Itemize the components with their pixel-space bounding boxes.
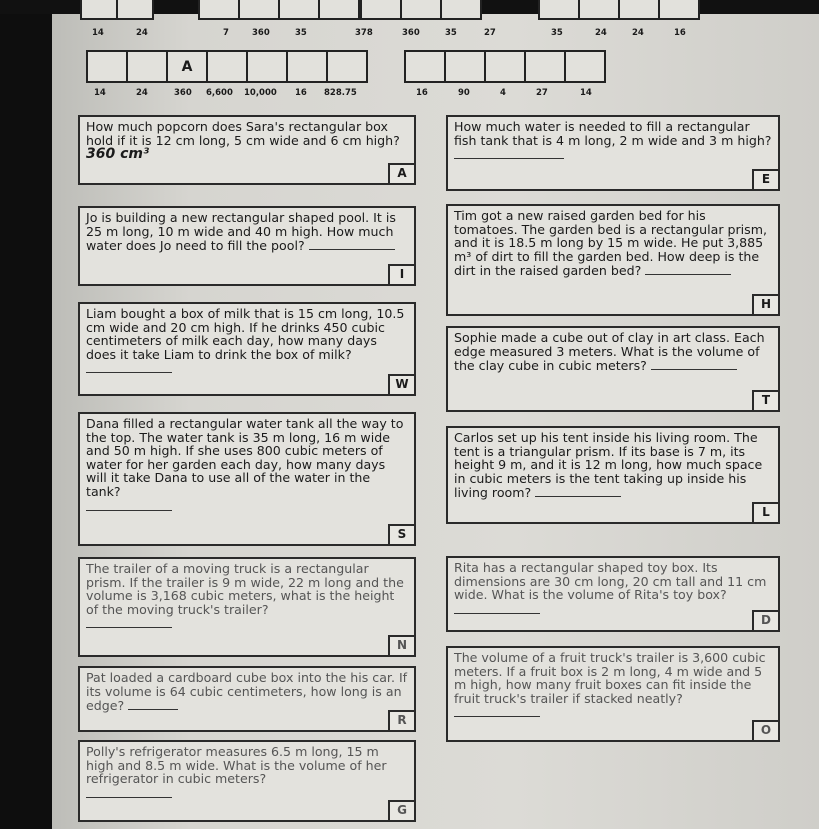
top-strip-right (360, 0, 480, 20)
answer-cell (484, 50, 526, 83)
answer-cell (246, 50, 288, 83)
answer-cell (206, 50, 248, 83)
answer-blank[interactable] (86, 499, 172, 511)
answer-cell (444, 50, 486, 83)
answer-cell (286, 50, 328, 83)
question-box: Sophie made a cube out of clay in art class. Each edge measured 3 meters. What is the volume of the clay cube in cubic meters? T (446, 326, 780, 412)
answer-blank[interactable] (645, 263, 731, 275)
answer-blank[interactable] (86, 786, 172, 798)
question-box: Tim got a new raised garden bed for his tomatoes. The garden bed is a rectangular prism, and it is 18.5 m long by 15 m wide. He put 3,885 m³ of dirt to fill the garden bed. How deep is the dirt in the raised garden bed? H (446, 204, 780, 316)
top-strip-left (80, 0, 152, 20)
answer-letter: D (752, 610, 780, 632)
answer-letter: S (388, 524, 416, 546)
answer-cell (126, 50, 168, 83)
answer-letter: A (388, 163, 416, 185)
answer-cell (86, 50, 128, 83)
answer-strip-left (86, 50, 366, 83)
question-box: Pat loaded a cardboard cube box into the his car. If its volume is 64 cubic centimeters, how long is an edge? R (78, 666, 416, 732)
question-box: Liam bought a box of milk that is 15 cm long, 10.5 cm wide and 20 cm high. If he drinks 450 cubic centimeters of milk each day, how many days does it take Liam to drink the box of milk? W (78, 302, 416, 396)
answer-letter: O (752, 720, 780, 742)
top-strip-far-right (538, 0, 698, 20)
question-box: Carlos set up his tent inside his living room. The tent is a triangular prism. If its base is 7 m, its height 9 m, and it is 12 m long, how much space in cubic meters is the tent taking up inside his living room? L (446, 426, 780, 524)
question-box: Dana filled a rectangular water tank all the way to the top. The water tank is 35 m long, 16 m wide and 50 m high. If she uses 800 cubic meters of water for her garden each day, how many days will it take Dana to use all of the water in the tank? S (78, 412, 416, 546)
answer-cell: A (166, 50, 208, 83)
answer-letter: I (388, 264, 416, 286)
answer-blank[interactable] (651, 358, 737, 370)
answer-blank[interactable] (535, 485, 621, 497)
answer-cell (404, 50, 446, 83)
answer-letter: N (388, 635, 416, 657)
answer-cell (524, 50, 566, 83)
answer-strip-right (404, 50, 604, 83)
answer-blank[interactable] (86, 616, 172, 628)
answer-blank[interactable] (309, 238, 395, 250)
question-box: The trailer of a moving truck is a rectangular prism. If the trailer is 9 m wide, 22 m long and the volume is 3,168 cubic meters, what is the height of the moving truck's trailer? N (78, 557, 416, 657)
question-box: Jo is building a new rectangular shaped pool. It is 25 m long, 10 m wide and 40 m high. How much water does Jo need to fill the pool? I (78, 206, 416, 286)
answer-letter: R (388, 710, 416, 732)
question-box: The volume of a fruit truck's trailer is 3,600 cubic meters. If a fruit box is 2 m long, 4 m wide and 5 m high, how many fruit boxes can fit inside the fruit truck's trailer if stacked neatly? O (446, 646, 780, 742)
answer-cell (326, 50, 368, 83)
top-strip-mid (198, 0, 358, 20)
question-box: Rita has a rectangular shaped toy box. Its dimensions are 30 cm long, 20 cm tall and 11 cm wide. What is the volume of Rita's toy box? D (446, 556, 780, 632)
question-box: Polly's refrigerator measures 6.5 m long, 15 m high and 8.5 m wide. What is the volume of her refrigerator in cubic meters? G (78, 740, 416, 822)
answer-letter: L (752, 502, 780, 524)
answer-letter: H (752, 294, 780, 316)
answer-blank[interactable] (454, 147, 564, 159)
answer-blank[interactable] (454, 602, 540, 614)
answer-letter: W (388, 374, 416, 396)
question-box: How much popcorn does Sara's rectangular box hold if it is 12 cm long, 5 cm wide and 6 cm high? 360 cm³ A (78, 115, 416, 185)
answer-cell (564, 50, 606, 83)
answer-letter: G (388, 800, 416, 822)
answer-letter: E (752, 169, 780, 191)
answer-blank[interactable] (128, 698, 178, 710)
question-box: How much water is needed to fill a rectangular fish tank that is 4 m long, 2 m wide and 3 m high? E (446, 115, 780, 191)
filled-answer: 360 cm³ (86, 146, 150, 163)
answer-blank[interactable] (86, 361, 172, 373)
answer-letter: T (752, 390, 780, 412)
answer-blank[interactable] (454, 705, 540, 717)
